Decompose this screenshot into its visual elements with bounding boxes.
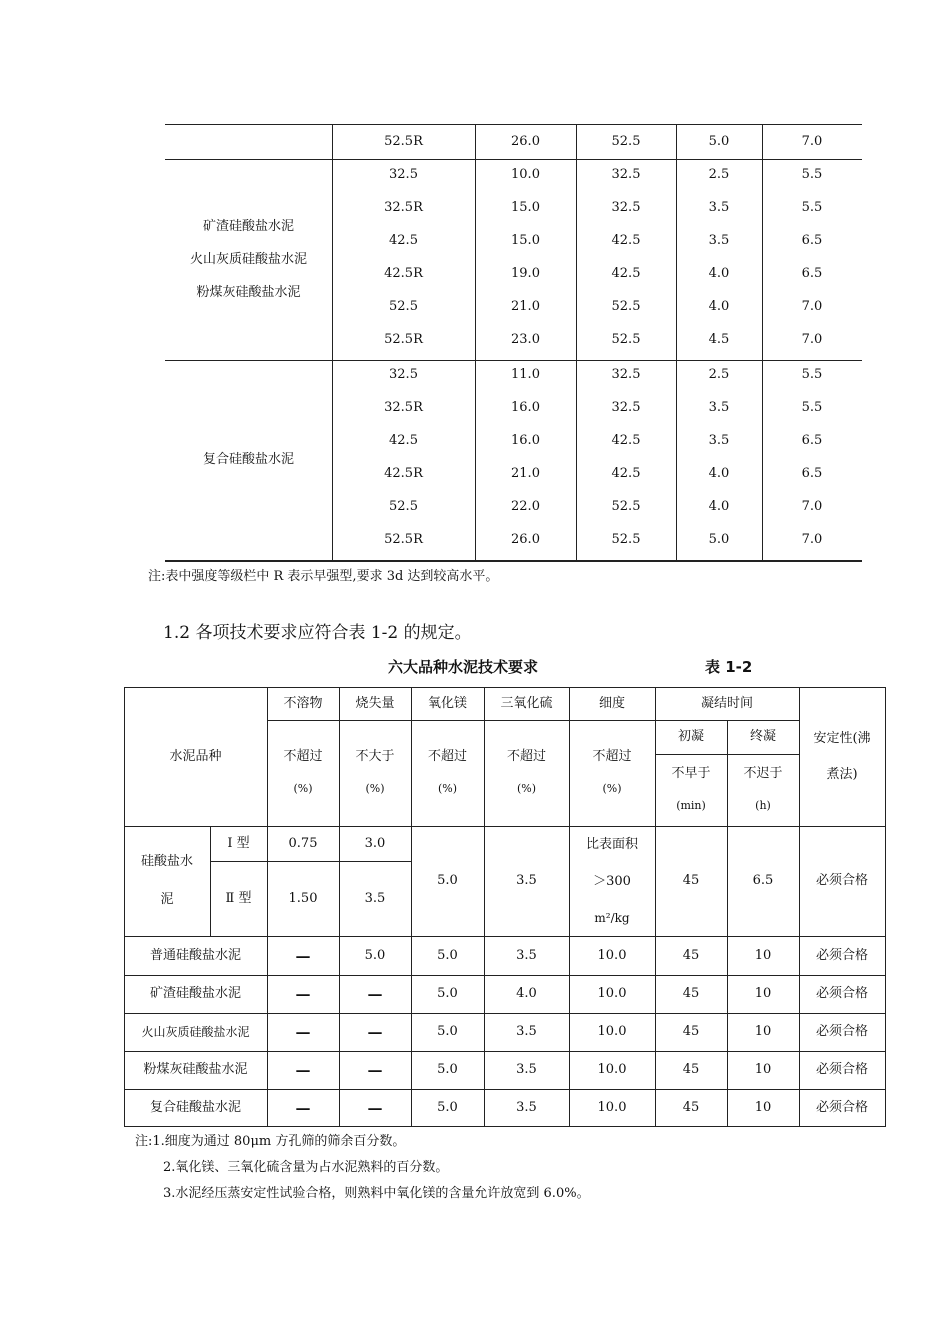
- grade-cell: 42.5: [389, 232, 418, 248]
- value-cell: 42.5: [611, 232, 641, 248]
- value-cell: 10: [754, 947, 772, 963]
- header-unit: [411, 720, 484, 826]
- header-unit: [339, 720, 411, 826]
- header-unit: [267, 720, 339, 826]
- value-cell: 6.5: [801, 465, 823, 481]
- value-cell: 45: [682, 1024, 700, 1040]
- unit-label: (%): [365, 782, 385, 795]
- value-cell: 3.5: [708, 199, 730, 215]
- unit-label: (%): [516, 782, 537, 795]
- value-cell: 5.0: [437, 873, 458, 889]
- value-cell: 3.5: [516, 1099, 537, 1115]
- value-cell: 5.0: [708, 133, 730, 149]
- header-unit: [484, 720, 569, 826]
- value-cell: 3.5: [516, 947, 537, 963]
- value-cell: —: [367, 1023, 383, 1041]
- grade-cell: 32.5: [389, 166, 418, 182]
- value-cell: 3.5: [708, 232, 730, 248]
- cement-group-name: 复合硅酸盐水泥: [202, 452, 294, 468]
- value-cell: 6.5: [801, 432, 823, 448]
- value-cell: 必须合格: [815, 873, 868, 889]
- value-cell: 6.5: [752, 873, 774, 889]
- cement-name: 火山灰质硅酸盐水泥: [141, 1024, 250, 1039]
- cement-group-name: [165, 159, 332, 360]
- table2-note: 注:1.细度为通过 80μm 方孔筛的筛余百分数。: [135, 1134, 406, 1149]
- header-variety: 水泥品种: [169, 748, 222, 764]
- table2-note: 2.氧化镁、三氧化硫含量为占水泥熟料的百分数。: [163, 1160, 449, 1175]
- fineness-line: 比表面积: [585, 836, 638, 852]
- value-cell: 21.0: [511, 298, 540, 314]
- value-cell: 3.5: [708, 399, 730, 415]
- header-fineness: 细度: [598, 695, 625, 711]
- value-cell: 5.0: [437, 1099, 458, 1115]
- value-cell: 52.5: [611, 498, 641, 514]
- value-cell: 5.0: [437, 947, 458, 963]
- value-cell: —: [295, 985, 311, 1003]
- value-cell: 3.5: [364, 890, 386, 906]
- unit-label: 不超过: [283, 749, 323, 764]
- value-cell: 32.5: [611, 366, 641, 382]
- unit-label: 不大于: [355, 749, 395, 764]
- value-cell: 3.5: [516, 1024, 537, 1040]
- portland-name: [124, 826, 210, 936]
- value-cell: 6.5: [801, 265, 823, 281]
- value-cell: 16.0: [511, 432, 540, 448]
- value-cell: 4.0: [708, 465, 730, 481]
- table1-note: 注:表中强度等级栏中 R 表示早强型,要求 3d 达到较高水平。: [148, 569, 499, 584]
- value-cell: 10: [754, 1099, 772, 1115]
- value-cell: 10: [754, 986, 772, 1002]
- value-cell: 必须合格: [815, 1024, 868, 1040]
- value-cell: 2.5: [708, 366, 730, 382]
- unit-label: 不超过: [506, 749, 546, 764]
- header-loss: 烧失量: [355, 695, 395, 711]
- table2-caption-number: 表 1-2: [705, 658, 753, 676]
- value-cell: 7.0: [801, 331, 823, 347]
- value-cell: 必须合格: [815, 1099, 868, 1115]
- header-mgo: 氧化镁: [427, 695, 467, 711]
- unit-label: (min): [676, 799, 706, 812]
- fineness-line: ＞300: [593, 873, 631, 889]
- table2-caption: 六大品种水泥技术要求: [388, 658, 539, 676]
- value-cell: 32.5: [611, 399, 641, 415]
- value-cell: 23.0: [511, 331, 540, 347]
- table2-note: 3.水泥经压蒸安定性试验合格，则熟料中氧化镁的含量允许放宽到 6.0%。: [163, 1186, 590, 1201]
- unit-label: (%): [293, 782, 313, 795]
- unit-label: (h): [755, 799, 771, 812]
- section-heading: 1.2 各项技术要求应符合表 1-2 的规定。: [163, 623, 472, 643]
- value-cell: 45: [682, 947, 700, 963]
- value-cell: 10.0: [597, 947, 627, 963]
- header-unit: [569, 720, 655, 826]
- grade-cell: 52.5: [389, 498, 418, 514]
- header-unit: [655, 754, 727, 826]
- cement-name: 粉煤灰硅酸盐水泥: [143, 1062, 248, 1078]
- value-cell: 5.5: [801, 199, 823, 215]
- value-cell: 32.5: [611, 199, 641, 215]
- value-cell: 52.5: [611, 298, 641, 314]
- value-cell: 4.0: [708, 298, 730, 314]
- cement-name: 矿渣硅酸盐水泥: [202, 219, 294, 234]
- value-cell: 5.0: [437, 1062, 458, 1078]
- value-cell: 必须合格: [815, 986, 868, 1002]
- grade-cell: 32.5R: [384, 199, 423, 215]
- header-soundness-line: 煮法): [826, 766, 858, 782]
- value-cell: 26.0: [511, 531, 540, 547]
- value-cell: 11.0: [511, 366, 540, 382]
- cement-name: 矿渣硅酸盐水泥: [149, 986, 241, 1002]
- value-cell: 16.0: [511, 399, 540, 415]
- fineness-line: m²/kg: [594, 910, 630, 925]
- value-cell: 52.5: [611, 133, 641, 149]
- unit-label: (%): [437, 782, 458, 795]
- grade-cell: 32.5: [389, 366, 418, 382]
- header-soundness-line: 安定性(沸: [813, 730, 871, 746]
- grade-cell: 52.5: [389, 298, 418, 314]
- value-cell: 32.5: [611, 166, 641, 182]
- value-cell: —: [367, 985, 383, 1003]
- portland-name-line: 泥: [160, 892, 174, 907]
- unit-label: 不迟于: [743, 766, 783, 781]
- value-cell: 10.0: [597, 1024, 627, 1040]
- header-insoluble: 不溶物: [283, 695, 323, 711]
- value-cell: 10.0: [597, 986, 627, 1002]
- header-soundness: [799, 687, 885, 826]
- value-cell: 5.0: [364, 947, 386, 963]
- value-cell: 必须合格: [815, 1062, 868, 1078]
- value-cell: 4.0: [708, 498, 730, 514]
- value-cell: 7.0: [801, 531, 823, 547]
- unit-label: 不早于: [671, 766, 711, 781]
- value-cell: 5.5: [801, 399, 823, 415]
- value-cell: 1.50: [288, 890, 318, 906]
- unit-label: (%): [602, 782, 622, 795]
- value-cell: —: [295, 1023, 311, 1041]
- fineness-cell: [569, 826, 655, 936]
- value-cell: 19.0: [511, 265, 540, 281]
- value-cell: 10.0: [511, 166, 540, 182]
- value-cell: 10: [754, 1024, 772, 1040]
- value-cell: 0.75: [288, 835, 318, 851]
- grade-cell: 42.5R: [384, 465, 423, 481]
- value-cell: 15.0: [511, 199, 540, 215]
- value-cell: 2.5: [708, 166, 730, 182]
- value-cell: 42.5: [611, 432, 641, 448]
- value-cell: 4.0: [516, 986, 537, 1002]
- header-unit: [727, 754, 799, 826]
- cement-name: 火山灰质硅酸盐水泥: [189, 252, 307, 267]
- value-cell: 必须合格: [815, 947, 868, 963]
- value-cell: —: [295, 1098, 311, 1117]
- value-cell: 3.5: [516, 1062, 537, 1078]
- value-cell: 5.5: [801, 166, 823, 182]
- value-cell: 10.0: [597, 1099, 627, 1115]
- grade-cell: 52.5R: [384, 531, 423, 547]
- cement-name: 复合硅酸盐水泥: [149, 1099, 241, 1115]
- value-cell: —: [367, 1098, 383, 1117]
- portland-name-line: 硅酸盐水: [140, 854, 193, 869]
- grade-cell: 52.5R: [384, 133, 423, 149]
- header-final: 终凝: [749, 729, 776, 745]
- value-cell: 22.0: [511, 498, 540, 514]
- value-cell: 7.0: [801, 498, 823, 514]
- value-cell: 52.5: [611, 531, 641, 547]
- value-cell: 45: [682, 986, 700, 1002]
- value-cell: 4.5: [708, 331, 730, 347]
- type-label: Ⅰ 型: [227, 835, 250, 851]
- grade-cell: 42.5R: [384, 265, 423, 281]
- value-cell: 42.5: [611, 265, 641, 281]
- header-setting-time: 凝结时间: [700, 695, 753, 711]
- value-cell: 10: [754, 1062, 772, 1078]
- value-cell: 5.0: [437, 1024, 458, 1040]
- value-cell: 3.5: [708, 432, 730, 448]
- value-cell: 3.5: [516, 873, 537, 889]
- unit-label: 不超过: [592, 749, 632, 764]
- unit-label: 不超过: [427, 749, 467, 764]
- value-cell: 45: [682, 1099, 700, 1115]
- value-cell: 7.0: [801, 298, 823, 314]
- cement-name: 粉煤灰硅酸盐水泥: [196, 285, 301, 300]
- value-cell: 45: [682, 1062, 700, 1078]
- header-initial: 初凝: [677, 729, 704, 745]
- value-cell: —: [295, 946, 311, 965]
- value-cell: 45: [682, 873, 700, 889]
- value-cell: 10.0: [597, 1062, 627, 1078]
- value-cell: 15.0: [511, 232, 540, 248]
- header-so3: 三氧化硫: [500, 695, 553, 711]
- value-cell: 6.5: [801, 232, 823, 248]
- cement-name: 普通硅酸盐水泥: [149, 947, 241, 963]
- value-cell: —: [295, 1061, 311, 1079]
- value-cell: 26.0: [511, 133, 540, 149]
- value-cell: 4.0: [708, 265, 730, 281]
- value-cell: 52.5: [611, 331, 641, 347]
- value-cell: 5.0: [708, 531, 730, 547]
- type-label: Ⅱ 型: [225, 890, 252, 906]
- value-cell: 3.0: [364, 835, 386, 851]
- grade-cell: 42.5: [389, 432, 418, 448]
- value-cell: 5.0: [437, 986, 458, 1002]
- value-cell: 5.5: [801, 366, 823, 382]
- grade-cell: 32.5R: [384, 399, 423, 415]
- grade-cell: 52.5R: [384, 331, 423, 347]
- value-cell: 21.0: [511, 465, 540, 481]
- value-cell: 7.0: [801, 133, 823, 149]
- value-cell: 42.5: [611, 465, 641, 481]
- value-cell: —: [367, 1061, 383, 1079]
